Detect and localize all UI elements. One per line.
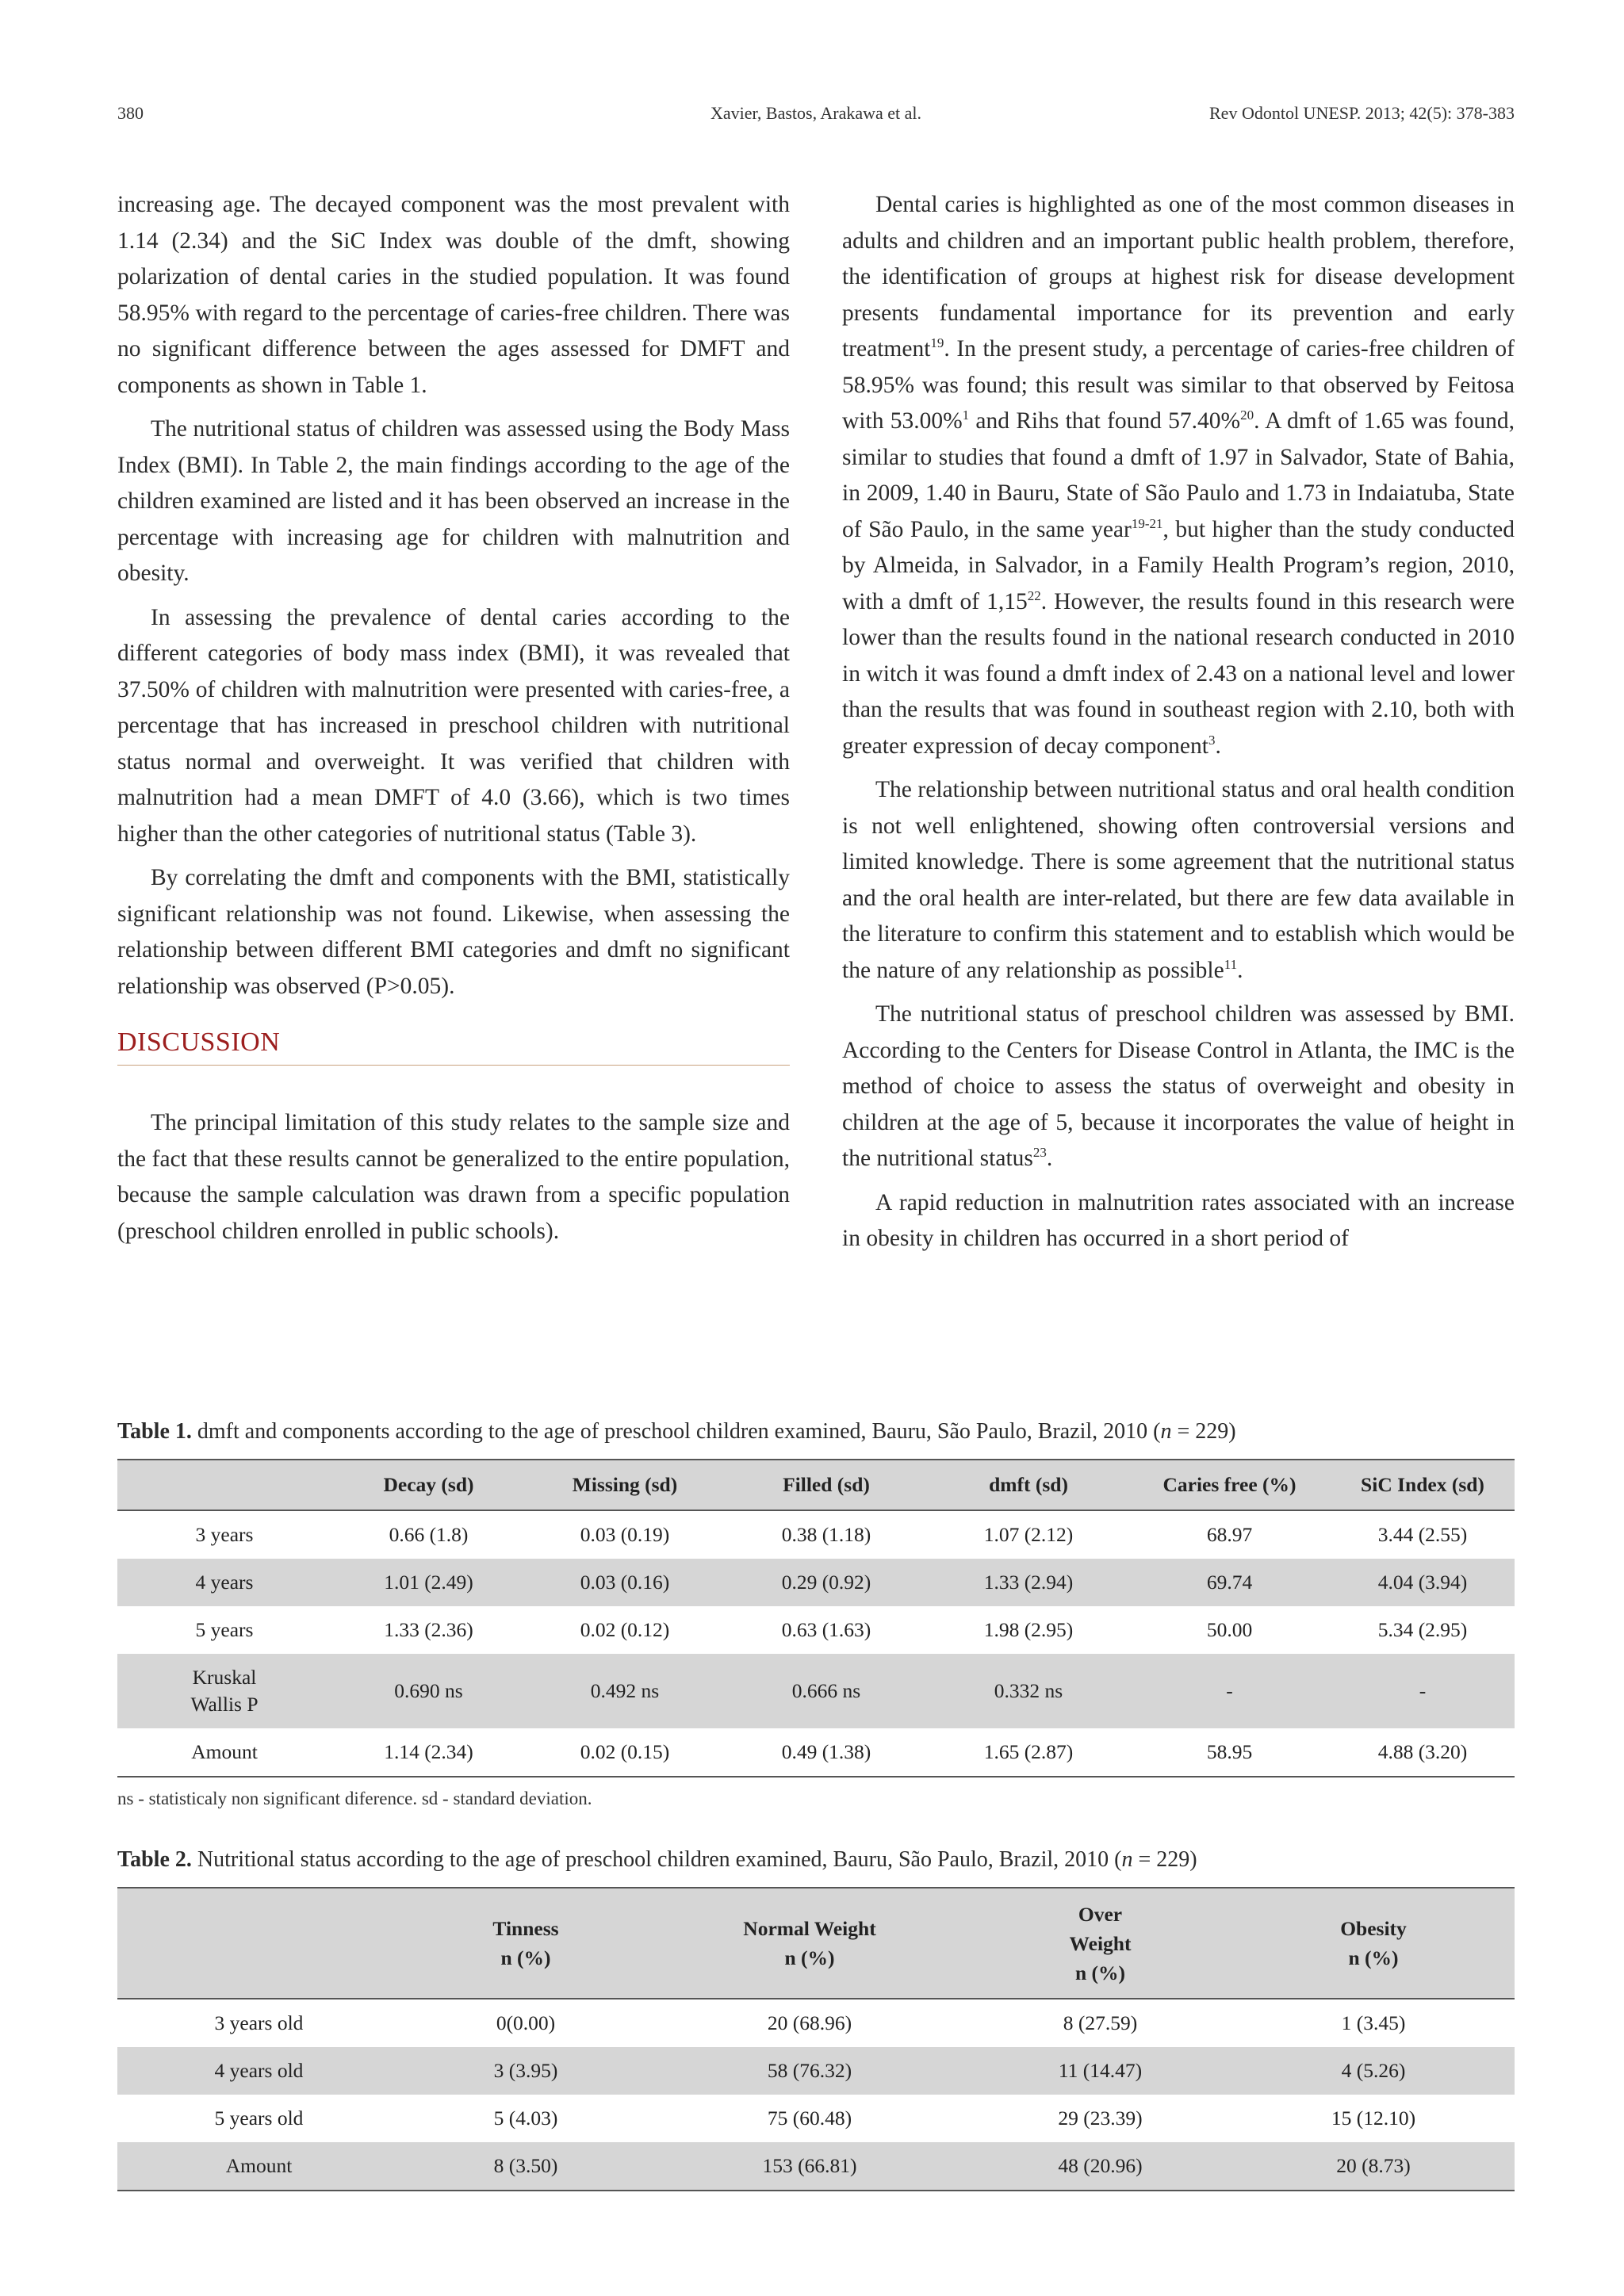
table-cell: 15 (12.10) bbox=[1331, 2107, 1416, 2130]
table-1-block bbox=[117, 1418, 1515, 1809]
table-header-cell: Normal Weight n (%) bbox=[651, 1888, 968, 1999]
table-header-cell: Caries free (%) bbox=[1128, 1460, 1331, 1510]
table-cell: 0.690 ns bbox=[331, 1654, 526, 1728]
table-header-cell: SiC Index (sd) bbox=[1331, 1460, 1515, 1510]
table-row bbox=[117, 1606, 1515, 1654]
paragraph: The nutritional status of children was assessed using the Body Mass Index (BMI). In Table 2, the main findings according to the age of the children examined are listed and it has been observed an increase in the percentage with increasing age for children with malnutrition and obesity. bbox=[117, 416, 790, 586]
row-label: Amount bbox=[117, 2142, 400, 2191]
table-cell: 1.65 (2.87) bbox=[983, 1740, 1074, 1763]
table-header-cell: Obesity n (%) bbox=[1232, 1888, 1515, 1999]
table-cell: 1.07 (2.12) bbox=[983, 1523, 1074, 1546]
table-row bbox=[117, 1559, 1515, 1606]
reference-superscript: 3 bbox=[1208, 732, 1216, 748]
table-header-cell: Decay (sd) bbox=[331, 1460, 526, 1510]
table-cell: 8 (27.59) bbox=[1063, 2011, 1138, 2034]
table-row bbox=[117, 1999, 1515, 2047]
table-cell: 0(0.00) bbox=[496, 2011, 556, 2034]
table-1-footnote: ns - statisticaly non significant diference. sd - standard deviation. bbox=[117, 1789, 592, 1808]
paragraph: The relationship between nutritional status and oral health condition is not well enlightened, showing often controversial versions and limited knowledge. There is some agreement that the nutritional status and the oral health are inter-related, but there are few data available in the literature to confirm this statement and to establish which would be the nature of any relationship as possible$^{11}$. bbox=[842, 777, 1515, 983]
table-cell: 1 (3.45) bbox=[1341, 2011, 1406, 2034]
table-cell: 4.88 (3.20) bbox=[1377, 1740, 1468, 1763]
table-header-cell: Tinness n (%) bbox=[400, 1888, 651, 1999]
table-cell: 29 (23.39) bbox=[1058, 2107, 1143, 2130]
table-1 bbox=[117, 1459, 1515, 1777]
table-cell: 58.95 bbox=[1206, 1740, 1253, 1763]
table-cell: 3.44 (2.55) bbox=[1377, 1523, 1468, 1546]
paragraph: The nutritional status of preschool children was assessed by BMI. According to the Centers for Disease Control in Atlanta, the IMC is the method of choice to assess the status of overweight and obesity in children at the age of 5, because it incorporates the value of height in the nutritional status$^{23}$. bbox=[842, 1001, 1515, 1171]
table-cell: 5.34 (2.95) bbox=[1377, 1618, 1468, 1641]
table-cell: 20 (8.73) bbox=[1232, 2142, 1515, 2191]
table-2 bbox=[117, 1887, 1515, 2191]
table-cell: 0.03 (0.19) bbox=[580, 1523, 670, 1546]
table-cell: - bbox=[1128, 1654, 1331, 1728]
table-cell: 0.29 (0.92) bbox=[724, 1559, 929, 1606]
table-cell: 3 (3.95) bbox=[400, 2047, 651, 2095]
row-label: Kruskal Wallis P bbox=[117, 1654, 331, 1728]
table-header-cell: Over Weight n (%) bbox=[968, 1888, 1232, 1999]
table-cell: 0.666 ns bbox=[724, 1654, 929, 1728]
row-label: 4 years bbox=[117, 1559, 331, 1606]
table-header-cell: dmft (sd) bbox=[929, 1460, 1128, 1510]
paragraph: By correlating the dmft and components with the BMI, statistically significant relationship was not found. Likewise, when assessing the relationship between different BMI categories and dmft no significant relationship was observed (P>0.05). bbox=[117, 865, 790, 999]
table-row bbox=[117, 1654, 1515, 1728]
table-cell: 11 (14.47) bbox=[968, 2047, 1232, 2095]
table-cell: 1.01 (2.49) bbox=[331, 1559, 526, 1606]
right-column bbox=[842, 187, 1515, 1265]
row-label: 5 years old bbox=[214, 2107, 304, 2130]
table-cell: 153 (66.81) bbox=[651, 2142, 968, 2191]
table-cell: 0.63 (1.63) bbox=[781, 1618, 871, 1641]
table-cell: 0.332 ns bbox=[929, 1654, 1128, 1728]
table-cell: 1.33 (2.36) bbox=[384, 1618, 473, 1641]
reference-superscript: 23 bbox=[1032, 1145, 1047, 1161]
table-2-caption: Table 2. Nutritional status according to the age of preschool children examined, Bauru, São Paulo, Brazil, 2010 (n = 229) bbox=[117, 1847, 1197, 1872]
table-header-cell bbox=[117, 1460, 331, 1510]
paragraph: A rapid reduction in malnutrition rates associated with an increase in obesity in children has occurred in a short period of bbox=[842, 1189, 1515, 1251]
table-1-caption: Table 1. dmft and components according to the age of preschool children examined, Bauru, São Paulo, Brazil, 2010 (n = 229) bbox=[117, 1419, 1236, 1444]
table-cell: 5 (4.03) bbox=[493, 2107, 558, 2130]
table-cell: 0.02 (0.12) bbox=[580, 1618, 670, 1641]
row-label: 5 years bbox=[195, 1618, 254, 1641]
table-cell: 0.66 (1.8) bbox=[389, 1523, 469, 1546]
row-label: 3 years old bbox=[214, 2011, 304, 2034]
paragraph: increasing age. The decayed component was the most prevalent with 1.14 (2.34) and the SiC Index was double of the dmft, showing polarization of dental caries in the studied population. It was found 58.95% with regard to the percentage of caries-free children. There was no significant difference between the ages assessed for DMFT and components as shown in Table 1. bbox=[117, 192, 790, 398]
left-column bbox=[117, 187, 790, 1257]
running-authors: Xavier, Bastos, Arakawa et al. bbox=[710, 103, 922, 123]
paragraph: Dental caries is highlighted as one of the most common diseases in adults and children and an important public health problem, therefore, the identification of groups at highest risk for disease development presents fundamental importance for its prevention and early treatment$^{19}$. In the present study, a percentage of caries-free children of 58.95% was found; this result was similar to that observed by Feitosa with 53.00%$^1$ and Rihs that found 57.40%$^{20}$. A dmft of 1.65 was found, similar to studies that found a dmft of 1.97 in Salvador, State of Bahia, in 2009, 1.40 in Bauru, State of São Paulo and 1.73 in Indaiatuba, State of São Paulo, in the same year$^{19-21}$, but higher than the study conducted by Almeida, in Salvador, in a Family Health Program’s region, 2010, with a dmft of 1,15$^{22}$. However, the results found in this research were lower than the results found in the national research conducted in 2010 in witch it was found a dmft index of 2.43 on a national level and lower than the results that was found in southeast region with 2.10, both with greater expression of decay component$^3$. bbox=[842, 192, 1515, 759]
journal-citation: Rev Odontol UNESP. 2013; 42(5): 378-383 bbox=[1209, 103, 1515, 123]
reference-superscript: 11 bbox=[1224, 956, 1238, 972]
table-cell: 0.02 (0.15) bbox=[580, 1740, 670, 1763]
table-row bbox=[117, 2142, 1515, 2191]
table-cell: 69.74 bbox=[1128, 1559, 1331, 1606]
reference-superscript: 1 bbox=[962, 408, 970, 423]
table-row bbox=[117, 2095, 1515, 2142]
table-cell: 1.14 (2.34) bbox=[384, 1740, 473, 1763]
reference-superscript: 20 bbox=[1240, 408, 1254, 423]
table-cell: 75 (60.48) bbox=[767, 2107, 852, 2130]
reference-superscript: 19 bbox=[930, 335, 944, 351]
reference-superscript: 22 bbox=[1027, 587, 1041, 603]
discussion-heading: DISCUSSION bbox=[117, 1025, 790, 1066]
table-row bbox=[117, 1728, 1515, 1777]
page-number: 380 bbox=[117, 103, 144, 123]
table-cell: 0.49 (1.38) bbox=[781, 1740, 871, 1763]
row-label: 4 years old bbox=[117, 2047, 400, 2095]
running-head bbox=[117, 103, 1515, 127]
table-cell: 1.33 (2.94) bbox=[929, 1559, 1128, 1606]
table-cell: 4.04 (3.94) bbox=[1331, 1559, 1515, 1606]
table-header-cell: Filled (sd) bbox=[724, 1460, 929, 1510]
table-cell: 8 (3.50) bbox=[400, 2142, 651, 2191]
table-cell: 0.03 (0.16) bbox=[526, 1559, 724, 1606]
table-cell: 68.97 bbox=[1206, 1523, 1253, 1546]
table-cell: 20 (68.96) bbox=[767, 2011, 852, 2034]
table-cell: - bbox=[1331, 1654, 1515, 1728]
paragraph: In assessing the prevalence of dental caries according to the different categories of body mass index (BMI), it was revealed that 37.50% of children with malnutrition were presented with caries-free, a percentage that has increased in preschool children with nutritional status normal and overweight. It was verified that children with malnutrition had a mean DMFT of 4.0 (3.66), which is two times higher than the other categories of nutritional status (Table 3). bbox=[117, 604, 790, 847]
table-cell: 0.492 ns bbox=[526, 1654, 724, 1728]
table-cell: 50.00 bbox=[1206, 1618, 1253, 1641]
table-header-cell bbox=[117, 1888, 400, 1999]
table-cell: 4 (5.26) bbox=[1232, 2047, 1515, 2095]
row-label: Amount bbox=[191, 1740, 258, 1763]
table-cell: 1.98 (2.95) bbox=[983, 1618, 1074, 1641]
table-cell: 48 (20.96) bbox=[968, 2142, 1232, 2191]
table-2-block bbox=[117, 1846, 1515, 2191]
reference-superscript: 19-21 bbox=[1131, 515, 1163, 531]
paragraph: The principal limitation of this study relates to the sample size and the fact that these results cannot be generalized to the entire population, because the sample calculation was drawn from a specific population (preschool children enrolled in public schools). bbox=[117, 1110, 790, 1244]
table-cell: 0.38 (1.18) bbox=[781, 1523, 871, 1546]
table-header-cell: Missing (sd) bbox=[526, 1460, 724, 1510]
table-cell: 58 (76.32) bbox=[651, 2047, 968, 2095]
table-row bbox=[117, 2047, 1515, 2095]
table-row bbox=[117, 1510, 1515, 1559]
row-label: 3 years bbox=[195, 1523, 254, 1546]
